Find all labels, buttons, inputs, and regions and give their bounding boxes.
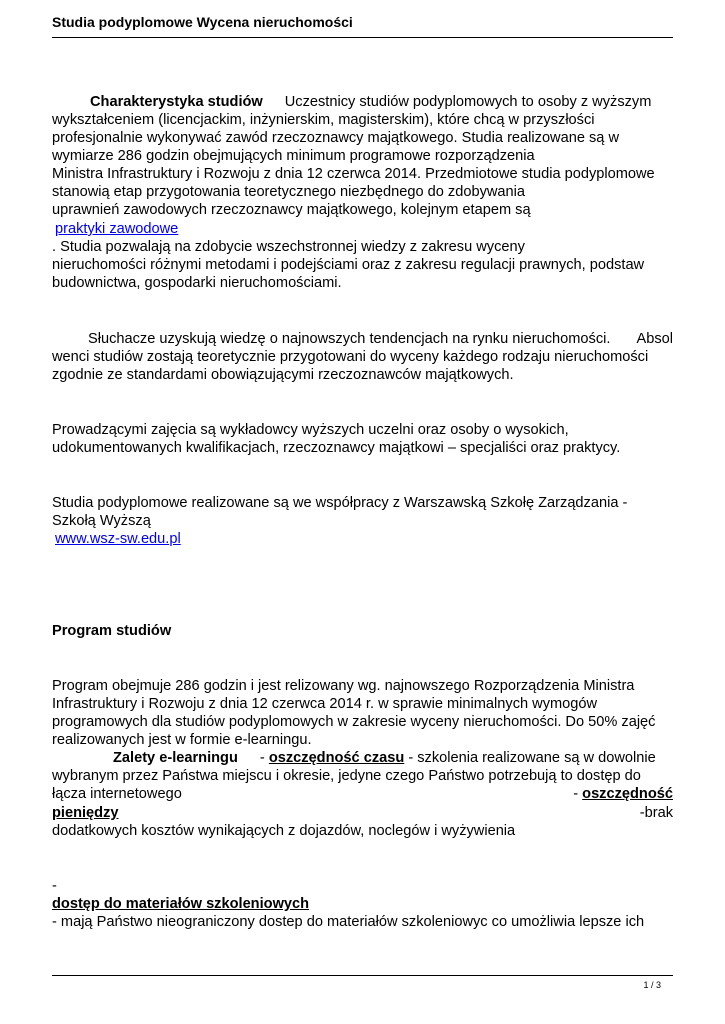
pieniedzy-label: pieniędzy — [52, 805, 119, 821]
wsz-website-link[interactable]: www.wsz-sw.edu.pl — [55, 531, 181, 547]
oszczednosc-czasu-label: oszczędność czasu — [268, 750, 405, 766]
czasu-text: - szkolenia realizowane są w dowolnie — [408, 750, 656, 766]
intro-line-11: budownictwa, gospodarki nieruchomościami. — [52, 275, 342, 291]
program-line-12: - mają Państwo nieograniczony dostep do materiałów szkoleniowyc co umożliwia lepsze ich — [52, 914, 645, 930]
dash-2: - — [573, 786, 579, 802]
program-line-5 — [113, 749, 656, 767]
intro-text: Uczestnicy studiów podyplomowych to osoby z wyższym — [284, 94, 652, 110]
p2-line-1a: Słuchacze uzyskują wiedzę o najnowszych tendencjach na rynku nieruchomości. — [88, 331, 611, 347]
program-line-2: Infrastruktury i Rozwoju z dnia 12 czerwca 2014 r. w sprawie minimalnych wymogów — [52, 696, 598, 712]
p4-line-1: Studia podyplomowe realizowane są we współpracy z Warszawską Szkołę Zarządzania - — [52, 495, 628, 511]
practice-link-row — [55, 220, 178, 238]
p2-line-1b: Absol — [636, 331, 673, 347]
dash-1: - — [259, 750, 265, 766]
intro-line-9: . Studia pozwalają na zdobycie wszechstronnej wiedzy z zakresu wyceny — [52, 239, 525, 255]
p3-line-1: Prowadzącymi zajęcia są wykładowcy wyższych uczelni oraz osoby o wysokich, — [52, 422, 569, 438]
page-number: 1 / 3 — [643, 980, 661, 990]
program-line-3: programowych dla studiów podyplomowych w zakresie wyceny nieruchomości. Do 50% zajęć — [52, 714, 656, 730]
p4-line-2: Szkołą Wyższą — [52, 513, 151, 529]
footer-divider — [52, 975, 673, 976]
p3-line-2: udokumentowanych kwalifikacjach, rzeczoznawcy majątkowi – specjaliści oraz praktycy. — [52, 440, 621, 456]
program-line-9: dodatkowych kosztów wynikających z dojazdów, noclegów i wyżywienia — [52, 823, 516, 839]
program-line-1: Program obejmuje 286 godzin i jest relizowany wg. najnowszego Rozporządzenia Ministra — [52, 678, 635, 694]
intro-line-2: wykształceniem (licencjackim, inżynierskim, magisterskim), które chcą w przyszłości — [52, 112, 595, 128]
intro-heading: Charakterystyka studiów — [90, 94, 263, 110]
header-divider — [52, 37, 673, 38]
intro-line-10: nieruchomości różnymi metodami i podejściami oraz z zakresu regulacji prawnych, podstaw — [52, 257, 645, 273]
p2-line-2: wenci studiów zostają teoretycznie przygotowani do wyceny każdego rodzaju nieruchomości — [52, 349, 649, 365]
intro-line-6: stanowią etap przygotowania teoretycznego niezbędnego do zdobywania — [52, 184, 525, 200]
program-line-7: łącza internetowego — [52, 786, 182, 802]
program-line-4: realizowanych jest w formie e-learningu. — [52, 732, 312, 748]
dostep-label: dostęp do materiałów szkoleniowych — [52, 896, 310, 912]
praktyki-zawodowe-link[interactable]: praktyki zawodowe — [55, 221, 179, 237]
program-line-6: wybranym przez Państwa miejscu i okresie, jedyne czego Państwo potrzebują to dostęp do — [52, 768, 641, 784]
p2-line-3: zgodnie ze standardami obowiązującymi rzeczoznawców majątkowych. — [52, 367, 514, 383]
dash-3: - — [52, 878, 57, 894]
oszczednosc-label: oszczędność — [582, 786, 673, 802]
brak-text: -brak — [639, 805, 673, 821]
intro-line-5: Ministra Infrastruktury i Rozwoju z dnia 12 czerwca 2014. Przedmiotowe studia podyplomowe — [52, 166, 655, 182]
intro-line-4: wymiarze 286 godzin obejmujących minimum programowe rozporządzenia — [52, 148, 535, 164]
program-heading: Program studiów — [52, 623, 172, 639]
wsz-link-row — [55, 530, 181, 548]
intro-line-3: profesjonalnie wykonywać zawód rzeczoznawcy majątkowego. Studia realizowane są w — [52, 130, 620, 146]
intro-line-7: uprawnień zawodowych rzeczoznawcy majątkowego, kolejnym etapem są — [52, 202, 531, 218]
zalety-heading: Zalety e-learningu — [113, 750, 238, 766]
intro-line-1 — [52, 93, 651, 111]
page-header-title: Studia podyplomowe Wycena nieruchomości — [52, 14, 353, 30]
oszczednosc-row — [573, 785, 673, 803]
